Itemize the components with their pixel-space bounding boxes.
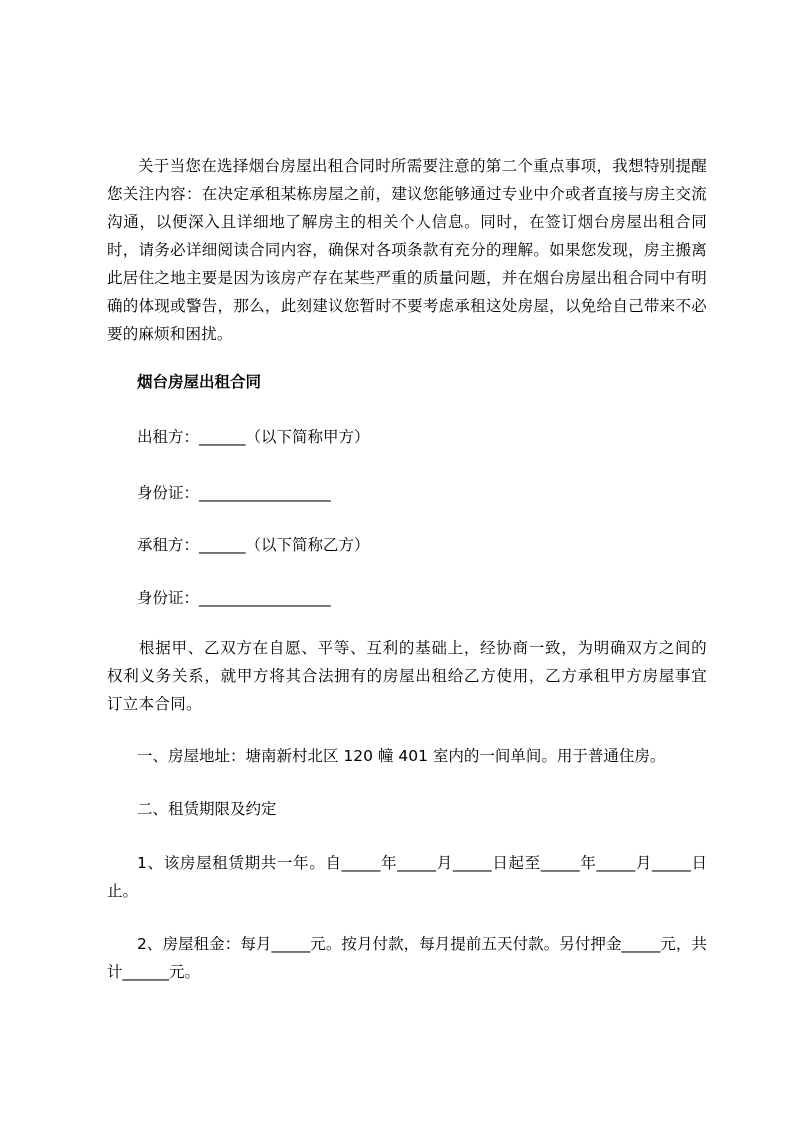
clause-lease-period: 1、该房屋租赁期共一年。自_____年_____月_____日起至_____年_____月_____日止。 bbox=[107, 854, 707, 900]
contract-basis-paragraph: 根据甲、乙双方在自愿、平等、互利的基础上，经协商一致，为明确双方之间的权利义务关系，就甲方将其合法拥有的房屋出租给乙方使用，乙方承租甲方房屋事宜订立本合同。 bbox=[107, 639, 707, 713]
clause-rent: 2、房屋租金：每月_____元。按月付款，每月提前五天付款。另付押金_____元，共计______元。 bbox=[107, 935, 707, 981]
lessor-field: 出租方：______（以下简称甲方） bbox=[137, 428, 370, 446]
clause-lease-term-heading: 二、租赁期限及约定 bbox=[137, 800, 277, 818]
contract-title: 烟台房屋出租合同 bbox=[137, 373, 262, 391]
lessee-id-field: 身份证：_________________ bbox=[137, 589, 331, 607]
lessee-field: 承租方：______（以下简称乙方） bbox=[137, 536, 370, 554]
lessor-id-field: 身份证：_________________ bbox=[137, 484, 331, 502]
intro-paragraph: 关于当您在选择烟台房屋出租合同时所需要注意的第二个重点事项，我想特别提醒您关注内容：在决定承租某栋房屋之前，建议您能够通过专业中介或者直接与房主交流沟通，以便深入且详细地了解房主的相关个人信息。同时，在签订烟台房屋出租合同时，请务必详细阅读合同内容，确保对各项条款有充分的理解。如果您发现，房主搬离此居住之地主要是因为该房产存在某些严重的质量问题，并在烟台房屋出租合同中有明确的体现或警告，那么，此刻建议您暂时不要考虑承租这处房屋，以免给自己带来不必要的麻烦和困扰。 bbox=[107, 157, 707, 343]
clause-house-address: 一、房屋地址：塘南新村北区 120 幢 401 室内的一间单间。用于普通住房。 bbox=[137, 747, 666, 765]
